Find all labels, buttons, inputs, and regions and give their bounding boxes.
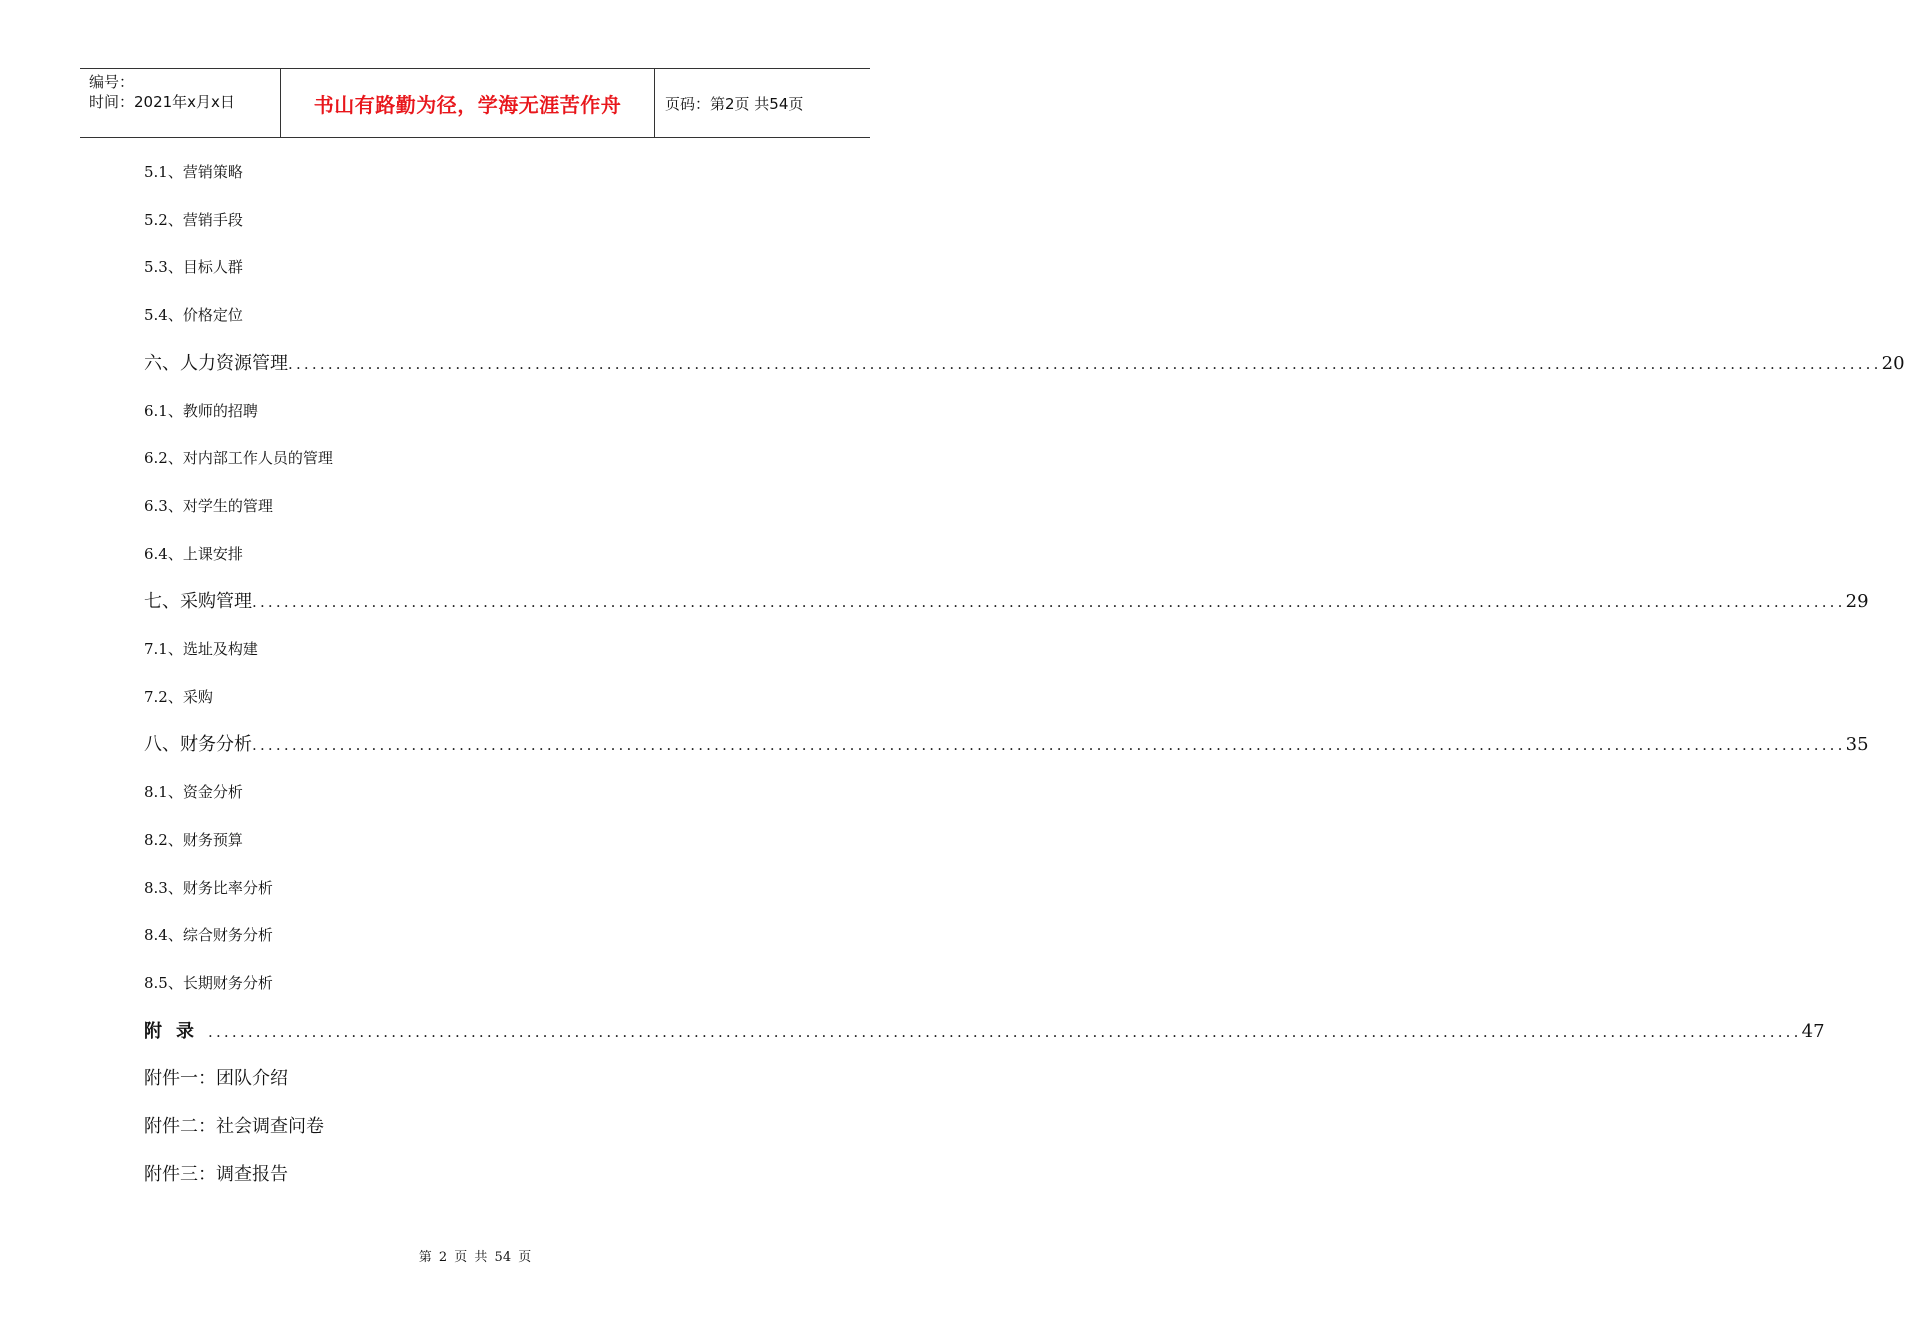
- toc-entry-label: 8.1、资金分析: [144, 783, 243, 802]
- toc-entry-sub[interactable]: [144, 495, 806, 516]
- toc-entry-label: 5.4、价格定位: [144, 306, 243, 325]
- toc-entry-label: 7.2、采购: [144, 687, 213, 706]
- toc-entry-sub[interactable]: [144, 256, 806, 277]
- toc-entry-sub[interactable]: [144, 686, 806, 707]
- toc-entry-sub[interactable]: [144, 924, 806, 945]
- toc-entry-sub[interactable]: [144, 638, 806, 659]
- page-header: [80, 68, 870, 138]
- toc-entry-sub[interactable]: [144, 877, 806, 898]
- header-motto: 书山有路勤为径，学海无涯苦作舟: [281, 69, 655, 137]
- toc-page-number: 47: [1801, 1020, 1825, 1042]
- toc-entry-sub[interactable]: [144, 209, 806, 230]
- document-number-label: 编号：: [89, 73, 135, 91]
- toc-entry-label: 六、人力资源管理: [144, 352, 288, 374]
- toc-page-number: 20: [1881, 352, 1905, 374]
- toc-entry-label: 附录: [144, 1020, 208, 1042]
- toc-entry-main[interactable]: [144, 349, 1905, 375]
- toc-entry-main[interactable]: [144, 587, 1869, 613]
- toc-entry-label: 8.5、长期财务分析: [144, 973, 273, 992]
- toc-entry-appendix[interactable]: [144, 1112, 806, 1138]
- header-meta: [80, 69, 281, 137]
- toc-entry-sub[interactable]: [144, 161, 806, 182]
- toc-entry-label: 附件二：社会调查问卷: [144, 1116, 324, 1137]
- toc-entry-label: 5.1、营销策略: [144, 163, 243, 181]
- toc-entry-label: 6.4、上课安排: [144, 544, 243, 563]
- toc-entry-label: 5.2、营销手段: [144, 210, 243, 229]
- toc-leader-dots: ........................................................................................................................................................................................................: [208, 1022, 1802, 1041]
- toc-entry-main[interactable]: [144, 730, 1869, 756]
- toc-entry-label: 7.1、选址及构建: [144, 640, 258, 658]
- toc-entry-label: 附件三：调查报告: [144, 1163, 288, 1185]
- toc-entry-label: 8.3、财务比率分析: [144, 878, 273, 897]
- toc-entry-label: 6.1、教师的招聘: [144, 401, 258, 420]
- toc-entry-main[interactable]: [144, 1017, 1825, 1043]
- document-time-label: 时间：2021年x月x日: [89, 93, 235, 111]
- toc-leader-dots: ........................................................................................................................................................................................................: [252, 593, 1846, 612]
- toc-entry-sub[interactable]: [144, 543, 806, 564]
- toc-leader-dots: ........................................................................................................................................................................................................: [252, 736, 1846, 755]
- toc-entry-label: 附件一：团队介绍: [144, 1068, 288, 1090]
- toc-page-number: 29: [1845, 591, 1869, 613]
- toc-entry-label: 6.3、对学生的管理: [144, 496, 273, 515]
- toc-page-number: 35: [1845, 734, 1869, 756]
- toc-entry-sub[interactable]: [144, 304, 806, 325]
- page-footer: 第 2 页 共 54 页: [418, 1250, 532, 1265]
- toc-entry-sub[interactable]: [144, 972, 806, 993]
- toc-entry-label: 6.2、对内部工作人员的管理: [144, 449, 333, 468]
- toc-entry-label: 八、财务分析: [144, 734, 252, 756]
- toc-entry-sub[interactable]: [144, 400, 806, 421]
- toc-entry-appendix[interactable]: [144, 1160, 806, 1186]
- header-page-info: 页码：第2页 共54页: [665, 94, 804, 113]
- toc-entry-label: 8.2、财务预算: [144, 830, 243, 849]
- toc-entry-label: 8.4、综合财务分析: [144, 926, 273, 945]
- toc-entry-sub[interactable]: [144, 781, 806, 802]
- toc-entry-label: 七、采购管理: [144, 591, 252, 613]
- toc-entry-sub[interactable]: [144, 447, 806, 468]
- toc-leader-dots: ........................................................................................................................................................................................................: [288, 354, 1882, 373]
- toc-entry-label: 5.3、目标人群: [144, 258, 243, 277]
- toc-entry-sub[interactable]: [144, 829, 806, 850]
- toc-entry-appendix[interactable]: [144, 1064, 806, 1090]
